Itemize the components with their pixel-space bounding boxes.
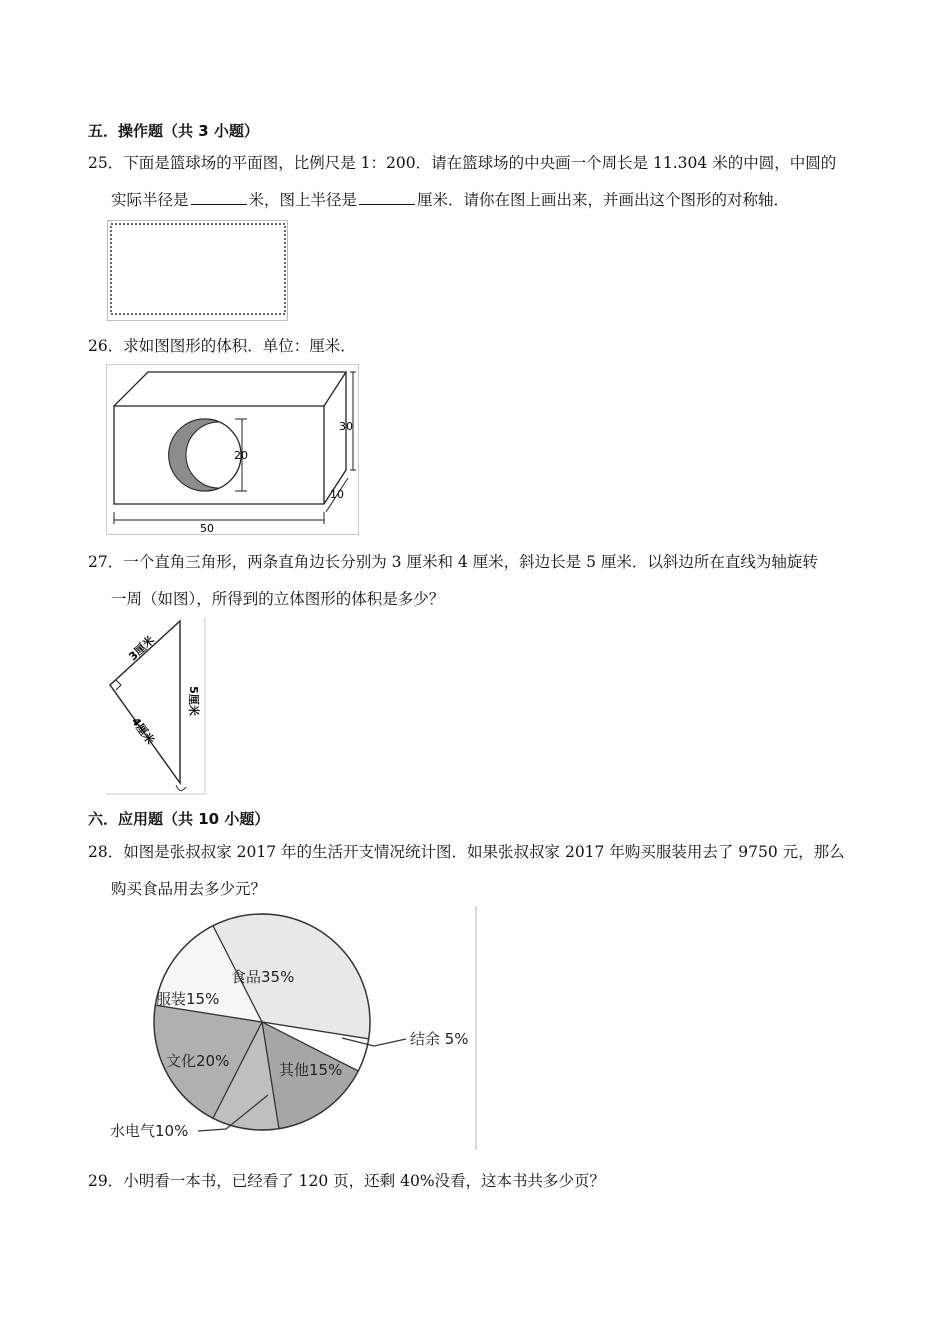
q25-number: 25． xyxy=(88,154,124,172)
section-title-6: 六．应用题（共 10 小题） xyxy=(88,810,270,828)
court-outer-frame xyxy=(108,221,288,321)
q27-number: 27． xyxy=(88,553,124,571)
q29-text: 小明看一本书，已经看了 120 页，还剩 40%没看，这本书共多少页？ xyxy=(123,1172,606,1190)
q25-text1: 下面是篮球场的平面图，比例尺是 1：200．请在篮球场的中央画一个周长是 11.304 米的中圆，中圆的 xyxy=(123,154,837,172)
q27-text1: 一个直角三角形，两条直角边长分别为 3 厘米和 4 厘米，斜边长是 5 厘米．以斜边所在直线为轴旋转 xyxy=(123,553,818,571)
slice-label-food: 食品35% xyxy=(231,968,295,986)
dim-depth: 10 xyxy=(330,488,344,501)
label-4cm: 4厘米 xyxy=(128,715,157,747)
rotation-arrow xyxy=(176,785,186,791)
dim-height: 30 xyxy=(339,420,353,433)
pie-chart xyxy=(106,906,478,1150)
q25-text2c: 厘米．请你在图上画出来，并画出这个图形的对称轴． xyxy=(417,191,790,209)
q25-text2b: 米，图上半径是 xyxy=(248,191,358,209)
label-3cm: 3厘米 xyxy=(126,633,157,664)
slice-label-surplus: 结余 5% xyxy=(410,1030,469,1048)
q28-line1 xyxy=(88,842,845,862)
slice-label-utilities: 水电气10% xyxy=(110,1122,189,1140)
q27-line2: 一周（如图），所得到的立体图形的体积是多少？ xyxy=(111,590,445,608)
q29-line xyxy=(88,1171,605,1191)
right-angle-mark xyxy=(116,680,121,690)
section-title-5: 五．操作题（共 3 小题） xyxy=(88,122,259,140)
q28-text1: 如图是张叔叔家 2017 年的生活开支情况统计图．如果张叔叔家 2017 年购买服装用去了 9750 元，那么 xyxy=(123,843,845,861)
q25-text2a: 实际半径是 xyxy=(111,191,189,209)
slice-label-culture: 文化20% xyxy=(166,1052,230,1070)
label-5cm: 5厘米 xyxy=(187,686,200,716)
q25-line1 xyxy=(88,153,836,173)
q28-number: 28． xyxy=(88,843,124,861)
q25-line2 xyxy=(111,190,789,210)
cuboid-figure xyxy=(106,364,360,536)
dim-diameter: 20 xyxy=(234,449,248,462)
q25-blank-map-radius[interactable] xyxy=(359,190,415,205)
slice-label-clothing: 服装15% xyxy=(156,990,220,1008)
basketball-court-figure xyxy=(107,220,289,322)
court-boundary xyxy=(111,224,285,314)
q26-line xyxy=(88,336,356,356)
q28-line2: 购买食品用去多少元？ xyxy=(111,880,267,898)
q25-blank-actual-radius[interactable] xyxy=(191,190,247,205)
triangle-rotation-figure xyxy=(106,617,206,795)
q29-number: 29． xyxy=(88,1172,124,1190)
cuboid-side-face xyxy=(324,372,346,504)
q26-text: 求如图图形的体积．单位：厘米． xyxy=(123,337,356,355)
slice-label-other: 其他15% xyxy=(279,1061,343,1079)
cuboid-top-face xyxy=(114,372,346,406)
dim-length: 50 xyxy=(200,522,214,535)
pie-slices xyxy=(154,914,370,1130)
q26-number: 26． xyxy=(88,337,124,355)
q27-line1 xyxy=(88,552,818,572)
